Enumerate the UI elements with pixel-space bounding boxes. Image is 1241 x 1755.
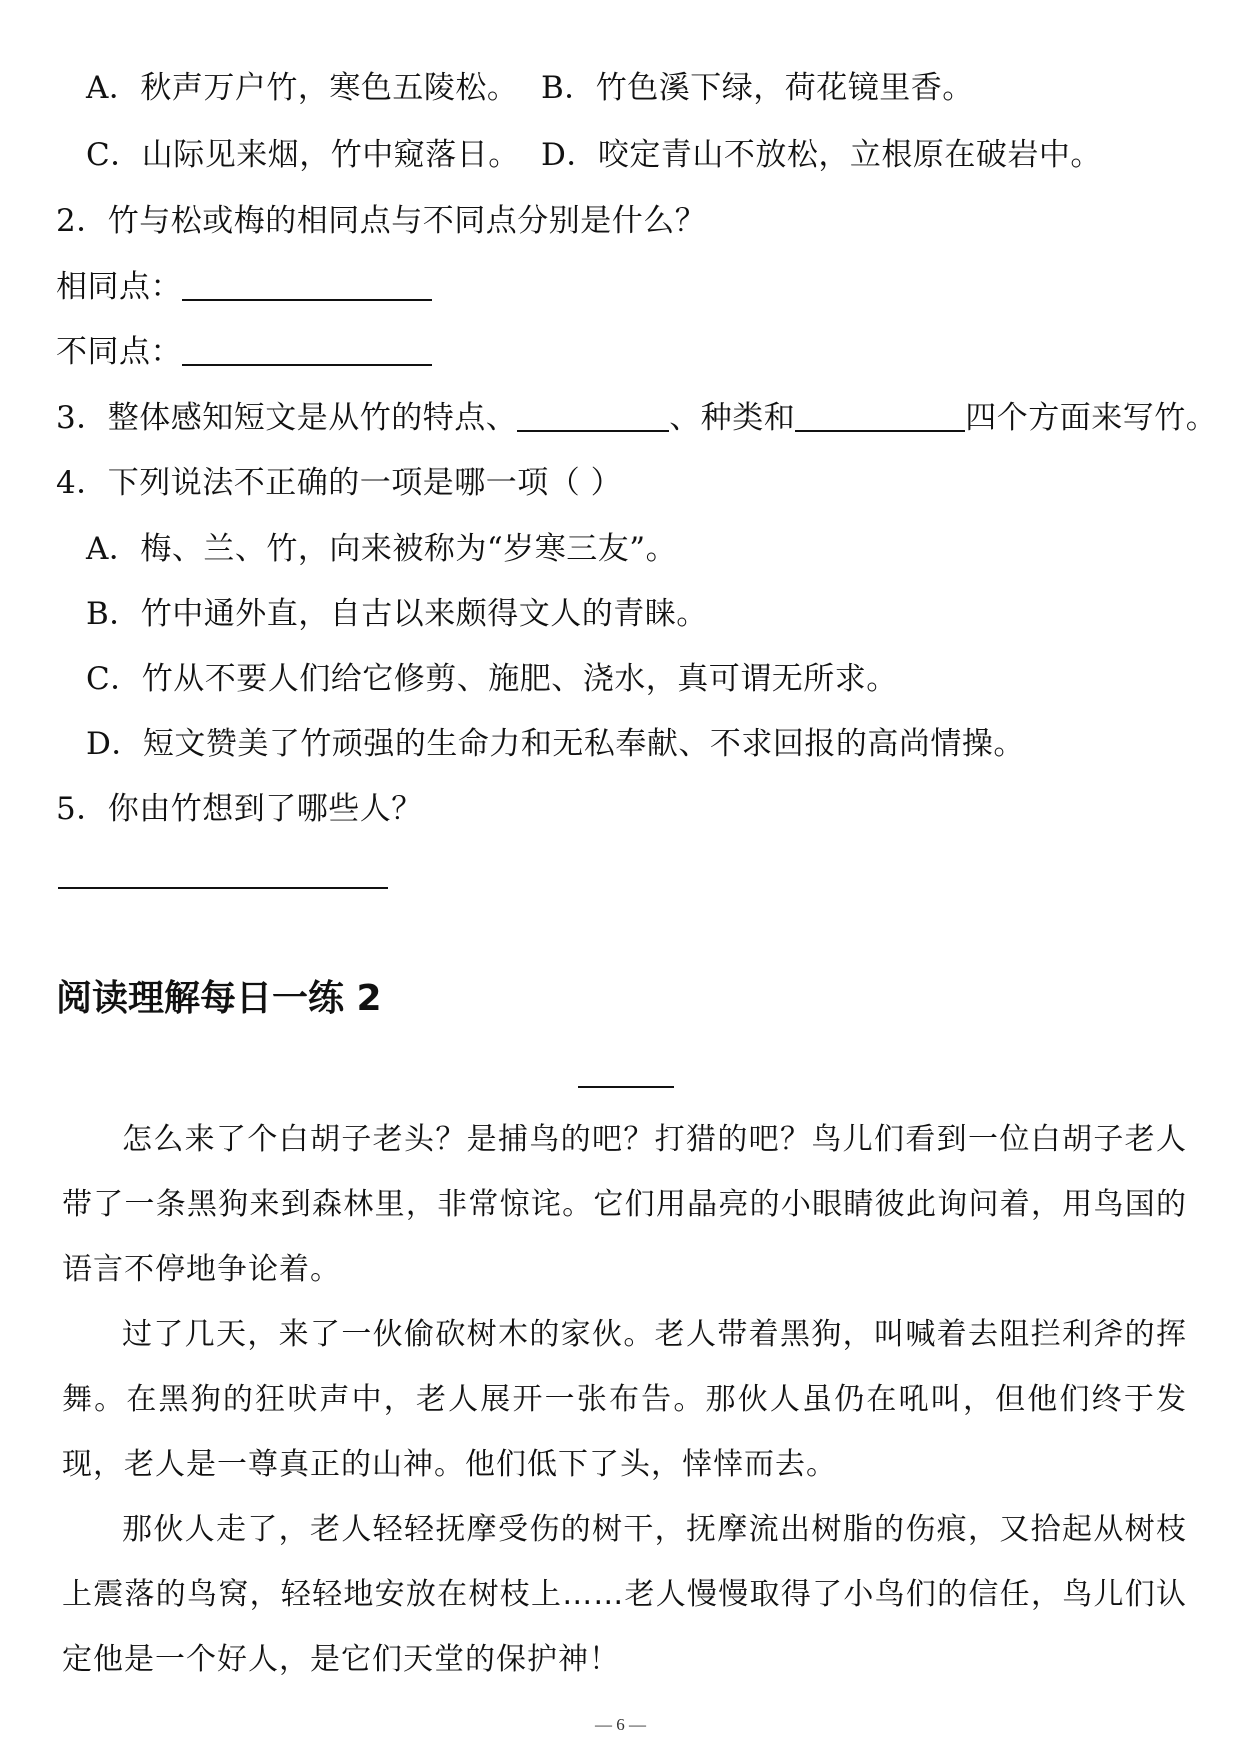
q2-diff-blank[interactable]	[182, 334, 432, 366]
q5-question: 5．你由竹想到了哪些人？	[56, 791, 423, 827]
q1-option-b: B．竹色溪下绿，荷花镜里香。	[541, 70, 974, 106]
q2-diff-label: 不同点：	[56, 334, 182, 370]
q3-row	[56, 398, 1217, 438]
q4-option-d: D．短文赞美了竹顽强的生命力和无私奉献、不求回报的高尚情操。	[86, 726, 1025, 762]
q3-blank-2[interactable]	[795, 400, 965, 432]
q4-option-b: B．竹中通外直，自古以来颇得文人的青睐。	[86, 596, 708, 632]
story-paragraph-1: 怎么来了个白胡子老头？是捕鸟的吧？打猎的吧？鸟儿们看到一位白胡子老人带了一条黑狗来到森林里，非常惊诧。它们用晶亮的小眼睛彼此询问着，用鸟国的语言不停地争论着。	[62, 1122, 1187, 1287]
story-title-blank[interactable]	[578, 1086, 674, 1088]
q1-option-d: D．咬定青山不放松，立根原在破岩中。	[541, 137, 1102, 173]
q3-part3: 四个方面来写竹。	[965, 400, 1218, 436]
q2-diff-row	[56, 332, 432, 372]
q4-option-c: C．竹从不要人们给它修剪、施肥、浇水，真可谓无所求。	[86, 661, 898, 697]
q3-part1: 3．整体感知短文是从竹的特点、	[56, 400, 518, 436]
section-heading: 阅读理解每日一练 2	[56, 978, 382, 1019]
q4-question: 4．下列说法不正确的一项是哪一项（ ）	[56, 465, 623, 501]
q2-same-row	[56, 267, 432, 307]
q2-same-blank[interactable]	[182, 269, 432, 301]
story-paragraph-2: 过了几天，来了一伙偷砍树木的家伙。老人带着黑狗，叫喊着去阻拦利斧的挥舞。在黑狗的狂吠声中，老人展开一张布告。那伙人虽仍在吼叫，但他们终于发现，老人是一尊真正的山神。他们低下了头，悻悻而去。	[62, 1317, 1187, 1482]
q3-blank-1[interactable]	[517, 400, 669, 432]
page-number: — 6 —	[595, 1715, 646, 1734]
q5-answer-blank[interactable]	[58, 887, 388, 889]
q1-option-a: A．秋声万户竹，寒色五陵松。	[86, 70, 519, 106]
story-paragraph-3: 那伙人走了，老人轻轻抚摩受伤的树干，抚摩流出树脂的伤痕，又拾起从树枝上震落的鸟窝，轻轻地安放在树枝上……老人慢慢取得了小鸟们的信任，鸟儿们认定他是一个好人，是它们天堂的保护神！	[62, 1512, 1187, 1677]
q1-option-c: C．山际见来烟，竹中窥落日。	[86, 137, 520, 173]
q2-same-label: 相同点：	[56, 269, 182, 305]
q2-question: 2．竹与松或梅的相同点与不同点分别是什么？	[56, 203, 707, 239]
q3-part2: 、种类和	[669, 400, 796, 436]
q4-option-a: A．梅、兰、竹，向来被称为“岁寒三友”。	[86, 531, 678, 567]
